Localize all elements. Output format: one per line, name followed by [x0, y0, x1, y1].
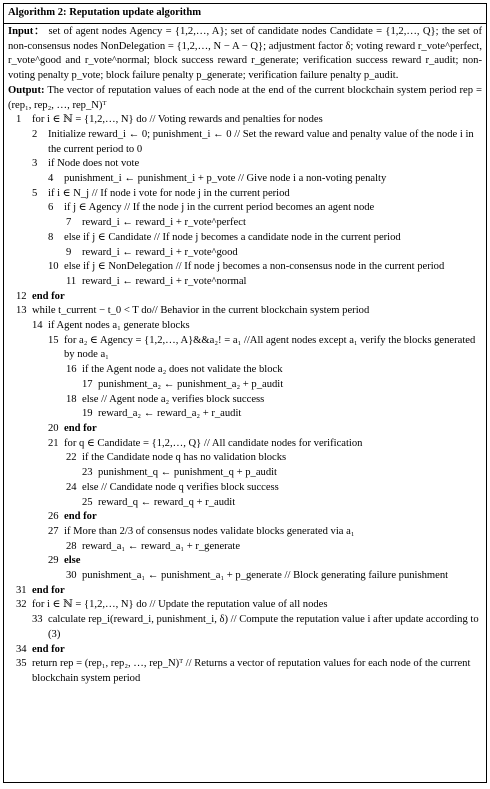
- code-line-31: [8, 584, 482, 599]
- code-line-26: [8, 510, 482, 525]
- code-line-8: [8, 231, 482, 246]
- line-number: 34: [16, 643, 27, 655]
- line-text: while t_current − t_0 < T do// Behavior in the current blockchain system period: [32, 305, 370, 317]
- code-line-34: [8, 643, 482, 658]
- line-text: end for: [32, 643, 65, 655]
- code-line-22: [8, 451, 482, 466]
- code-line-5: [8, 187, 482, 202]
- line-number: 8: [48, 231, 54, 243]
- line-text: else // Candidate node q verifies block success: [82, 481, 279, 493]
- code-line-24: [8, 481, 482, 496]
- line-number: 32: [16, 599, 27, 611]
- code-line-14: [8, 319, 482, 334]
- line-number: 16: [66, 364, 77, 376]
- code-line-2: [8, 128, 482, 157]
- line-number: 13: [16, 305, 27, 317]
- line-number: 10: [48, 261, 59, 273]
- code-line-28: [8, 540, 482, 555]
- code-line-35: [8, 657, 482, 686]
- line-text: if More than 2/3 of consensus nodes validate blocks generated via a₁: [64, 525, 355, 537]
- line-number: 30: [66, 570, 77, 582]
- line-text: reward_a₁ ← reward_a₁ + r_generate: [82, 540, 241, 552]
- line-number: 33: [32, 614, 43, 626]
- code-line-20: [8, 422, 482, 437]
- line-text: for a₂ ∈ Agency = {1,2,…, A}&&a₂! = a₁ //All agent nodes except a₁ verify the blocks generated by node a₁: [64, 334, 476, 361]
- line-text: reward_i ← reward_i + r_vote^good: [82, 246, 238, 258]
- code-line-25: [8, 496, 482, 511]
- code-line-1: [8, 113, 482, 128]
- line-text: if i ∈ N_j // If node i vote for node j in the current period: [48, 187, 290, 199]
- line-number: 31: [16, 584, 27, 596]
- code-line-29: [8, 554, 482, 569]
- code-line-15: [8, 334, 482, 363]
- line-number: 9: [66, 246, 72, 258]
- line-number: 27: [48, 525, 59, 537]
- line-text: for q ∈ Candidate = {1,2,…, Q} // All candidate nodes for verification: [64, 437, 363, 449]
- line-number: 23: [82, 467, 93, 479]
- line-number: 17: [82, 378, 93, 390]
- line-number: 7: [66, 217, 72, 229]
- line-number: 28: [66, 540, 77, 552]
- code-line-17: [8, 378, 482, 393]
- line-text: reward_i ← reward_i + r_vote^perfect: [82, 217, 246, 229]
- line-text: else // Agent node a₂ verifies block success: [82, 393, 265, 405]
- code-line-33: [8, 613, 482, 642]
- algorithm-title: Algorithm 2: Reputation update algorithm: [4, 4, 486, 24]
- line-number: 5: [32, 187, 38, 199]
- code-line-13: [8, 304, 482, 319]
- code-line-27: [8, 525, 482, 540]
- code-line-19: [8, 407, 482, 422]
- code-line-16: [8, 363, 482, 378]
- line-text: end for: [64, 422, 97, 434]
- line-number: 21: [48, 437, 59, 449]
- line-number: 11: [66, 275, 77, 287]
- algorithm-body: [4, 24, 486, 687]
- line-number: 1: [16, 114, 22, 126]
- line-number: 15: [48, 334, 59, 346]
- line-text: calculate rep_i(reward_i, punishment_i, δ) // Compute the reputation value i after update according to (3): [48, 614, 479, 640]
- line-number: 22: [66, 452, 77, 464]
- code-line-18: [8, 393, 482, 408]
- code-line-12: [8, 290, 482, 305]
- line-text: punishment_i ← punishment_i + p_vote // Give node i a non-voting penalty: [64, 173, 387, 185]
- line-number: 26: [48, 511, 59, 523]
- output-paragraph: [8, 84, 482, 113]
- line-number: 18: [66, 393, 77, 405]
- code-line-7: [8, 216, 482, 231]
- line-text: punishment_a₂ ← punishment_a₂ + p_audit: [98, 378, 284, 390]
- line-text: return rep = (rep₁, rep₂, …, rep_N)ᵀ // Returns a vector of reputation values for each node of the current blockchain system period: [32, 658, 471, 684]
- line-text: for i ∈ ℕ = {1,2,…, N} do // Update the reputation value of all nodes: [32, 599, 328, 611]
- line-number: 4: [48, 173, 54, 185]
- line-text: reward_a₂ ← reward_a₂ + r_audit: [98, 408, 242, 420]
- input-text: set of agent nodes Agency = {1,2,…, A}; set of candidate nodes Candidate = {1,2,…, Q}; the set of non-consensus nodes NonDelegation = {1,2,…, N − A − Q}; adjustment factor δ; voting reward r_vote^perfect, r_vote^good and r_vote^normal; block success reward r_generate; verification success reward r_audit; non-voting penalty p_vote; block failure penalty p_generate; verification failure penalty p_audit.: [8, 26, 482, 82]
- line-text: punishment_a₁ ← punishment_a₁ + p_generate // Block generating failure punishment: [82, 570, 449, 582]
- line-text: end for: [32, 290, 65, 302]
- line-text: else if j ∈ Candidate // If node j becomes a candidate node in the current period: [64, 231, 401, 243]
- code-line-9: [8, 246, 482, 261]
- code-line-21: [8, 437, 482, 452]
- line-number: 35: [16, 658, 27, 670]
- input-label: Input：: [8, 26, 46, 37]
- algorithm-box: [3, 3, 487, 783]
- line-text: if Node does not vote: [48, 158, 140, 170]
- line-text: reward_q ← reward_q + r_audit: [98, 496, 236, 508]
- line-number: 19: [82, 408, 93, 420]
- code-line-10: [8, 260, 482, 275]
- line-number: 25: [82, 496, 93, 508]
- line-number: 3: [32, 158, 38, 170]
- line-text: Initialize reward_i ← 0; punishment_i ← 0 // Set the reward value and penalty value of the node i in the current period to 0: [48, 128, 474, 155]
- code-line-32: [8, 598, 482, 613]
- line-text: punishment_q ← punishment_q + p_audit: [98, 467, 277, 479]
- line-number: 20: [48, 422, 59, 434]
- line-text: if the Agent node a₂ does not validate the block: [82, 364, 283, 376]
- line-text: for i ∈ ℕ = {1,2,…, N} do // Voting rewards and penalties for nodes: [32, 114, 323, 126]
- code-line-6: [8, 201, 482, 216]
- line-number: 6: [48, 202, 54, 214]
- line-number: 12: [16, 290, 27, 302]
- line-text: if j ∈ Agency // If the node j in the current period becomes an agent node: [64, 202, 375, 214]
- line-text: else if j ∈ NonDelegation // If node j becomes a non-consensus node in the current period: [64, 261, 445, 273]
- code-line-11: [8, 275, 482, 290]
- input-paragraph: [8, 25, 482, 84]
- line-text: end for: [64, 511, 97, 523]
- code-line-23: [8, 466, 482, 481]
- line-text: else: [64, 555, 81, 567]
- code-line-4: [8, 172, 482, 187]
- code-line-30: [8, 569, 482, 584]
- line-text: if Agent nodes a₁ generate blocks: [48, 320, 190, 332]
- line-number: 29: [48, 555, 59, 567]
- output-label: Output:: [8, 84, 45, 96]
- line-text: end for: [32, 584, 65, 596]
- output-text: The vector of reputation values of each node at the end of the current blockchain system period rep = (rep₁, rep₂, …, rep_N)ᵀ: [8, 84, 482, 111]
- line-number: 24: [66, 481, 77, 493]
- code-line-3: [8, 157, 482, 172]
- line-number: 14: [32, 320, 43, 332]
- line-number: 2: [32, 128, 38, 140]
- line-text: if the Candidate node q has no validation blocks: [82, 452, 287, 464]
- line-text: reward_i ← reward_i + r_vote^normal: [82, 275, 247, 287]
